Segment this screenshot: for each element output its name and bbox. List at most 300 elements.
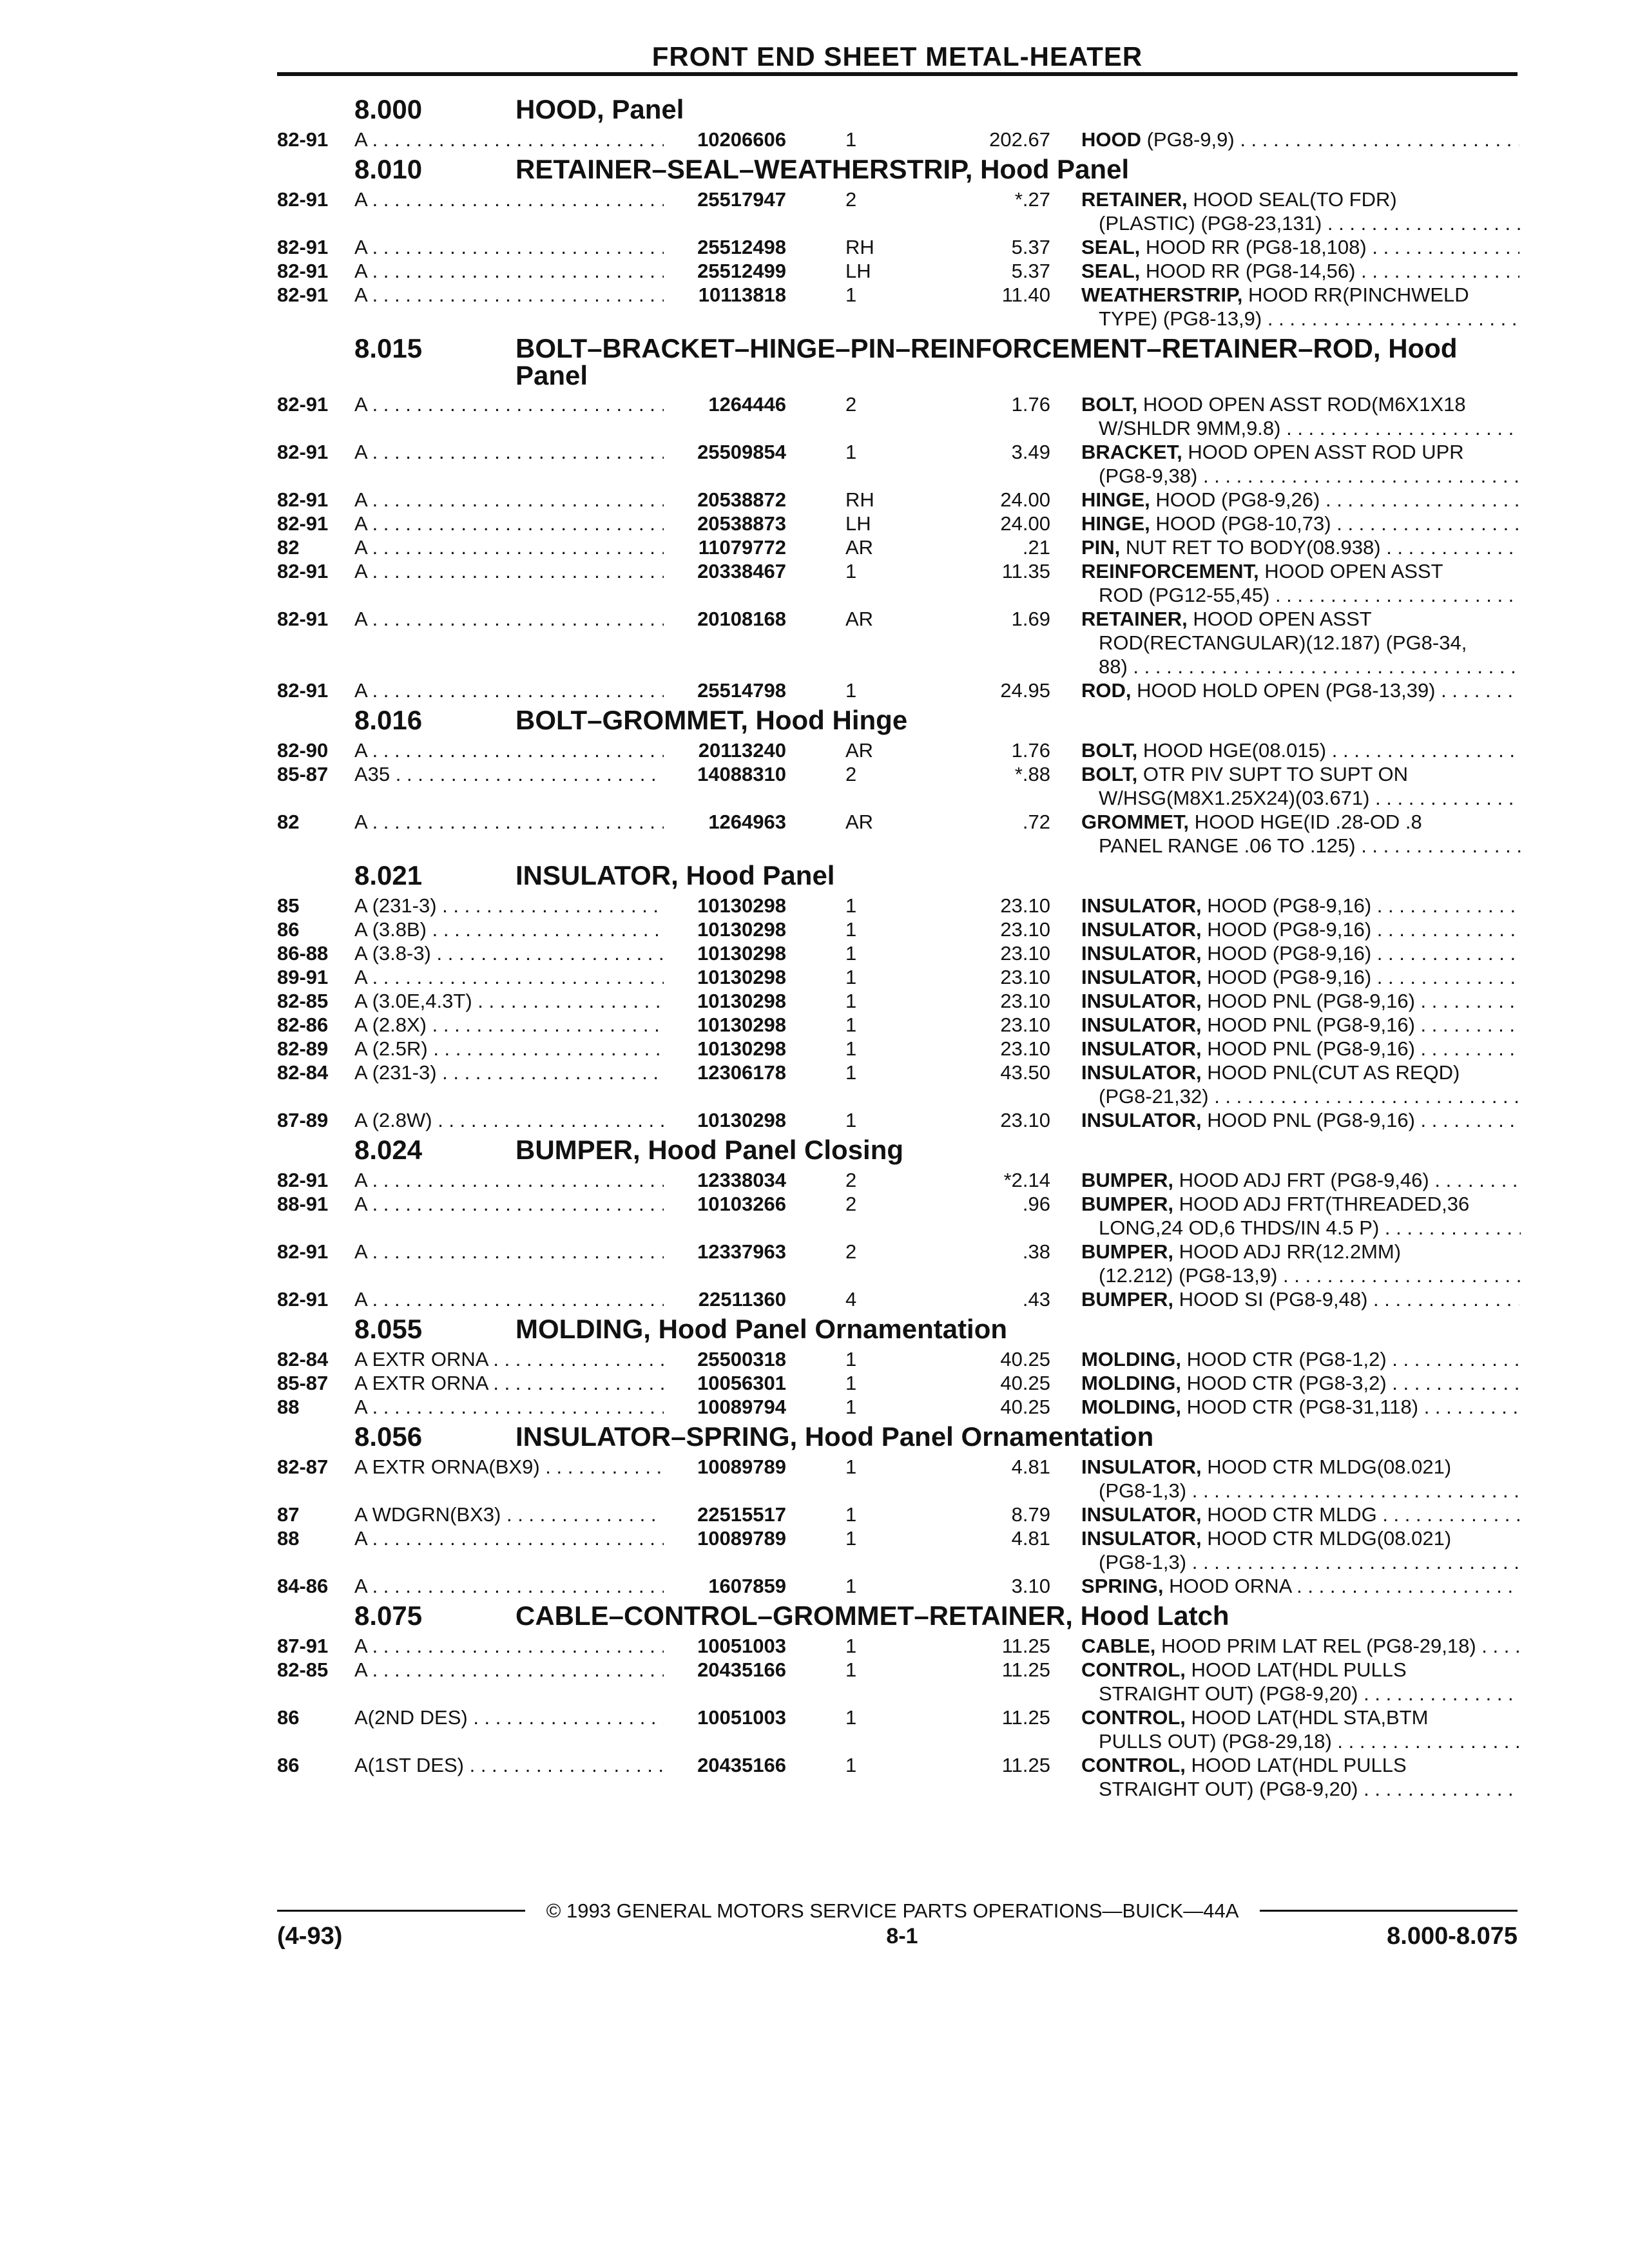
part-name: BUMPER, [1081,1169,1173,1191]
application-code: A (2.5R) . . . [354,1037,664,1061]
part-description [1081,512,1519,535]
list-price: 1.76 [1011,739,1050,762]
parts-row [277,1108,1518,1132]
list-price: 23.10 [1000,894,1050,917]
parts-row-continuation [277,1216,1518,1240]
part-name: SPRING, [1081,1575,1164,1597]
part-description [1081,762,1519,786]
model-years: 82-91 [277,441,329,463]
part-name: INSULATOR, [1081,1456,1202,1478]
part-description [1081,1347,1519,1371]
part-name: SEAL, [1081,236,1141,258]
parts-row [277,235,1518,259]
part-number: 10130298 [697,942,786,965]
list-price: 11.40 [1001,284,1050,306]
part-detail: HOOD SEAL(TO FDR) [1187,188,1397,211]
list-price: .43 [1022,1288,1050,1311]
part-detail: HOOD ADJ RR(12.2MM) [1173,1240,1402,1263]
list-price: 11.25 [1001,1635,1050,1657]
part-detail: HOOD RR (PG8-18,108) [1140,236,1367,258]
section-heading [277,151,1518,187]
description-continuation: ROD (PG12-55,45) . . . [1099,583,1521,607]
application-code: A . . . [354,187,664,211]
parts-row [277,392,1518,416]
part-detail: (PG8-9,9) [1141,128,1235,151]
model-years: 82-91 [277,1169,329,1191]
quantity: 4 [845,1288,857,1311]
description-continuation: STRAIGHT OUT) (PG8-9,20) . . . [1099,1682,1521,1706]
quantity: RH [845,236,874,258]
part-detail: HOOD (PG8-10,73) [1150,512,1331,535]
section-title: BUMPER, Hood Panel Closing [516,1135,904,1165]
list-price: .21 [1022,536,1050,559]
part-number: 10130298 [697,966,786,988]
parts-list [277,91,1518,1801]
parts-row [277,738,1518,762]
part-detail: NUT RET TO BODY(08.938) [1120,536,1381,559]
part-number: 10089789 [697,1456,786,1478]
footer-date: (4-93) [277,1923,343,1950]
model-years: 82-91 [277,128,329,151]
part-detail: HOOD CTR (PG8-1,2) [1181,1348,1387,1370]
quantity: 2 [845,1169,857,1191]
section-number: 8.055 [354,1314,423,1344]
list-price: 1.69 [1011,608,1050,630]
part-name: CONTROL, [1081,1754,1186,1776]
part-number: 20113240 [698,739,786,762]
parts-row-continuation [277,1550,1518,1574]
part-number: 25514798 [697,679,786,702]
part-detail: HOOD PNL (PG8-9,16) [1201,990,1415,1012]
part-description [1081,1574,1519,1598]
part-number: 12306178 [697,1061,786,1084]
quantity: 1 [845,1706,857,1729]
model-years: 82-91 [277,260,329,282]
quantity: 1 [845,1635,857,1657]
part-number: 10130298 [697,990,786,1012]
part-detail: HOOD CTR MLDG(08.021) [1201,1527,1452,1550]
quantity: 1 [845,966,857,988]
part-name: INSULATOR, [1081,894,1202,917]
description-continuation: (PG8-9,38) . . . [1099,464,1521,488]
parts-row-continuation [277,211,1518,235]
model-years: 82-90 [277,739,329,762]
part-name: INSULATOR, [1081,1061,1202,1084]
part-name: RETAINER, [1081,188,1188,211]
part-number: 10113818 [698,284,786,306]
list-price: 4.81 [1011,1456,1050,1478]
part-detail: HOOD ORNA [1163,1575,1291,1597]
part-description [1081,918,1519,941]
application-code: A . . . [354,1287,664,1311]
parts-row [277,559,1518,583]
part-number: 12337963 [697,1240,786,1263]
list-price: 23.10 [1000,918,1050,941]
footer-page-number: 8-1 [886,1924,918,1948]
description-continuation: W/HSG(M8X1.25X24)(03.671) . . . [1099,786,1521,810]
parts-row [277,512,1518,535]
model-years: 88-91 [277,1193,329,1215]
section-number: 8.075 [354,1600,423,1631]
part-number: 25500318 [697,1348,786,1370]
application-code: A . . . [354,259,664,283]
part-number: 22511360 [698,1288,786,1311]
part-number: 10051003 [697,1635,786,1657]
application-code: A . . . [354,512,664,535]
part-description [1081,607,1519,631]
application-code: A . . . [354,738,664,762]
quantity: 1 [845,990,857,1012]
part-detail: HOOD CTR MLDG(08.021) [1201,1456,1452,1478]
part-name: BUMPER, [1081,1288,1173,1311]
parts-row [277,1168,1518,1192]
model-years: 85-87 [277,763,329,785]
part-name: BOLT, [1081,739,1138,762]
part-number: 20435166 [697,1754,786,1776]
list-price: 23.10 [1000,1109,1050,1131]
list-price: .96 [1022,1193,1050,1215]
part-name: HINGE, [1081,488,1150,511]
list-price: 40.25 [1000,1372,1050,1394]
parts-row [277,1240,1518,1264]
model-years: 82-84 [277,1348,329,1370]
quantity: 1 [845,894,857,917]
list-price: 23.10 [1000,1037,1050,1060]
description-continuation: TYPE) (PG8-13,9) . . . [1099,307,1521,331]
list-price: 3.10 [1011,1575,1050,1597]
list-price: 23.10 [1000,990,1050,1012]
parts-row-continuation [277,655,1518,678]
quantity: AR [845,811,874,833]
quantity: 1 [845,1456,857,1478]
application-code: A(2ND DES) . . . [354,1706,664,1729]
parts-row [277,894,1518,918]
part-number: 11079772 [698,536,786,559]
application-code: A . . . [354,235,664,259]
model-years: 82-91 [277,1240,329,1263]
parts-row [277,1013,1518,1037]
part-number: 10130298 [697,1037,786,1060]
part-number: 1607859 [708,1575,786,1597]
application-code: A EXTR ORNA(BX9) . . . [354,1455,664,1479]
part-name: INSULATOR, [1081,990,1202,1012]
part-detail: HOOD OPEN ASST [1187,608,1372,630]
section-heading [277,1598,1518,1634]
part-description [1081,488,1519,512]
part-name: CABLE, [1081,1635,1156,1657]
application-code: A . . . [354,965,664,989]
part-number: 12338034 [697,1169,786,1191]
part-detail: HOOD OPEN ASST ROD(M6X1X18 [1137,393,1466,416]
model-years: 82 [277,536,300,559]
quantity: 1 [845,560,857,582]
list-price: 1.76 [1011,393,1050,416]
part-number: 20108168 [697,608,786,630]
part-number: 10089789 [697,1527,786,1550]
application-code: A . . . [354,1168,664,1192]
application-code: A . . . [354,1574,664,1598]
page-title: FRONT END SHEET METAL-HEATER [651,41,1143,72]
part-number: 25512498 [697,236,786,258]
part-number: 10056301 [697,1372,786,1394]
part-detail: HOOD HGE(ID .28-OD .8 [1189,811,1422,833]
quantity: 1 [845,918,857,941]
part-number: 25512499 [697,260,786,282]
parts-row [277,678,1518,702]
model-years: 82-86 [277,1014,329,1036]
parts-row [277,918,1518,941]
footer-rule-left [277,1910,525,1912]
list-price: 3.49 [1011,441,1050,463]
description-continuation: (PG8-21,32) . . . [1099,1084,1521,1108]
section-number: 8.021 [354,860,423,890]
part-description [1081,535,1519,559]
parts-row [277,762,1518,786]
quantity: 1 [845,1396,857,1418]
parts-row [277,535,1518,559]
list-price: 23.10 [1000,966,1050,988]
parts-row [277,440,1518,464]
application-code: A . . . [354,128,664,151]
parts-row [277,259,1518,283]
section-number: 8.015 [354,333,423,363]
parts-row-continuation [277,1479,1518,1503]
list-price: 11.35 [1001,560,1050,582]
model-years: 82-91 [277,512,329,535]
part-description [1081,1658,1519,1682]
application-code: A (2.8W) . . . [354,1108,664,1132]
part-number: 10130298 [697,918,786,941]
part-number: 14088310 [697,763,786,785]
list-price: 43.50 [1000,1061,1050,1084]
parts-row [277,1037,1518,1061]
application-code: A . . . [354,1192,664,1216]
section-title: RETAINER–SEAL–WEATHERSTRIP, Hood Panel [516,154,1130,184]
part-description [1081,187,1519,211]
parts-row [277,941,1518,965]
quantity: 1 [845,1037,857,1060]
application-code: A . . . [354,488,664,512]
model-years: 85-87 [277,1372,329,1394]
part-detail: OTR PIV SUPT TO SUPT ON [1137,763,1408,785]
section-number: 8.000 [354,94,423,124]
quantity: 2 [845,763,857,785]
quantity: 1 [845,1503,857,1526]
part-number: 25509854 [697,441,786,463]
part-name: SEAL, [1081,260,1141,282]
part-name: MOLDING, [1081,1372,1181,1394]
footer-range: 8.000-8.075 [1387,1923,1518,1950]
section-number: 8.016 [354,705,423,735]
parts-row-continuation [277,1777,1518,1801]
application-code: A . . . [354,607,664,631]
part-description [1081,894,1519,918]
parts-row [277,965,1518,989]
part-description [1081,1455,1519,1479]
parts-row [277,1371,1518,1395]
quantity: 1 [845,1754,857,1776]
quantity: 1 [845,1061,857,1084]
parts-row [277,1526,1518,1550]
list-price: 11.25 [1001,1658,1050,1681]
part-description [1081,1503,1519,1526]
description-continuation: ROD(RECTANGULAR)(12.187) (PG8-34, [1099,631,1467,654]
quantity: AR [845,739,874,762]
part-description [1081,559,1519,583]
part-detail: HOOD ADJ FRT (PG8-9,46) [1173,1169,1429,1191]
application-code: A (3.8B) . . . [354,918,664,941]
part-name: BRACKET, [1081,441,1182,463]
part-name: BUMPER, [1081,1193,1173,1215]
application-code: A (231-3) . . . [354,1061,664,1084]
quantity: 1 [845,1575,857,1597]
parts-row [277,810,1518,834]
part-number: 1264963 [708,811,786,833]
section-heading [277,858,1518,894]
parts-row-continuation [277,631,1518,655]
quantity: 1 [845,679,857,702]
application-code: A EXTR ORNA . . . [354,1347,664,1371]
model-years: 82-91 [277,679,329,702]
part-name: INSULATOR, [1081,1527,1202,1550]
model-years: 87 [277,1503,300,1526]
model-years: 82-91 [277,1288,329,1311]
section-number: 8.010 [354,154,423,184]
section-title: BOLT–BRACKET–HINGE–PIN–REINFORCEMENT–RETAINER–ROD, Hood Panel [516,333,1458,390]
application-code: A . . . [354,1395,664,1419]
section-title: INSULATOR–SPRING, Hood Panel Ornamentation [516,1421,1154,1452]
model-years: 88 [277,1396,300,1418]
part-detail: HOOD CTR MLDG [1201,1503,1377,1526]
parts-row [277,607,1518,631]
part-number: 20538872 [697,488,786,511]
section-title: BOLT–GROMMET, Hood Hinge [516,705,908,735]
list-price: 24.00 [1000,488,1050,511]
model-years: 82-91 [277,608,329,630]
part-description [1081,1168,1519,1192]
part-description [1081,283,1519,307]
part-name: INSULATOR, [1081,1037,1202,1060]
application-code: A (231-3) . . . [354,894,664,918]
model-years: 86 [277,1706,300,1729]
section-title: CABLE–CONTROL–GROMMET–RETAINER, Hood Latch [516,1600,1229,1631]
part-name: INSULATOR, [1081,966,1202,988]
part-name: MOLDING, [1081,1396,1181,1418]
description-continuation: 88) . . . [1099,655,1521,678]
parts-row [277,187,1518,211]
parts-row [277,1503,1518,1526]
part-detail: HOOD HGE(08.015) [1137,739,1327,762]
part-number: 20538873 [697,512,786,535]
model-years: 87-89 [277,1109,329,1131]
part-name: BUMPER, [1081,1240,1173,1263]
part-name: HOOD [1081,128,1141,151]
part-description [1081,1013,1519,1037]
part-detail: HOOD (PG8-9,16) [1201,942,1372,965]
model-years: 82-91 [277,560,329,582]
parts-row-continuation [277,1682,1518,1706]
quantity: 1 [845,1109,857,1131]
application-code: A . . . [354,283,664,307]
part-detail: HOOD ADJ FRT(THREADED,36 [1173,1193,1470,1215]
part-detail: HOOD (PG8-9,16) [1201,894,1372,917]
part-name: INSULATOR, [1081,942,1202,965]
part-number: 1264446 [708,393,786,416]
parts-row-continuation [277,416,1518,440]
part-number: 10051003 [697,1706,786,1729]
list-price: 24.95 [1000,679,1050,702]
part-description [1081,738,1519,762]
section-number: 8.056 [354,1421,423,1452]
part-name: INSULATOR, [1081,1503,1202,1526]
parts-row-continuation [277,583,1518,607]
model-years: 85 [277,894,300,917]
quantity: 1 [845,284,857,306]
description-continuation: W/SHLDR 9MM,9.8) . . . [1099,416,1521,440]
part-name: RETAINER, [1081,608,1188,630]
part-name: PIN, [1081,536,1121,559]
model-years: 82-91 [277,393,329,416]
part-detail: HOOD SI (PG8-9,48) [1173,1288,1368,1311]
list-price: 23.10 [1000,1014,1050,1036]
model-years: 82-87 [277,1456,329,1478]
list-price: *.27 [1014,188,1050,211]
description-continuation: (PG8-1,3) . . . [1099,1479,1521,1503]
part-detail: HOOD (PG8-9,16) [1201,966,1372,988]
parts-row-continuation [277,1084,1518,1108]
list-price: .38 [1022,1240,1050,1263]
part-detail: HOOD PNL (PG8-9,16) [1201,1037,1415,1060]
model-years: 82-91 [277,188,329,211]
parts-row [277,1061,1518,1084]
quantity: 1 [845,942,857,965]
part-detail: HOOD RR(PINCHWELD [1242,284,1469,306]
part-detail: HOOD OPEN ASST [1258,560,1443,582]
quantity: 1 [845,1348,857,1370]
quantity: 2 [845,1240,857,1263]
description-continuation: LONG,24 OD,6 THDS/IN 4.5 P) . . . [1099,1216,1521,1240]
description-continuation: (PG8-1,3) . . . [1099,1550,1521,1574]
part-number: 20435166 [697,1658,786,1681]
part-name: INSULATOR, [1081,918,1202,941]
application-code: A . . . [354,1658,664,1682]
part-description [1081,1108,1519,1132]
model-years: 82-85 [277,1658,329,1681]
section-title: INSULATOR, Hood Panel [516,860,835,890]
list-price: 202.67 [989,128,1050,151]
list-price: 5.37 [1011,236,1050,258]
model-years: 82-91 [277,488,329,511]
part-number: 10130298 [697,1109,786,1131]
parts-row [277,128,1518,151]
part-name: BOLT, [1081,763,1138,785]
parts-row [277,1658,1518,1682]
list-price: 11.25 [1001,1706,1050,1729]
application-code: A . . . [354,559,664,583]
application-code: A . . . [354,440,664,464]
quantity: AR [845,536,874,559]
section-heading [277,1311,1518,1347]
quantity: 1 [845,128,857,151]
parts-row [277,1347,1518,1371]
part-detail: HOOD (PG8-9,26) [1150,488,1320,511]
application-code: A (3.8-3) . . . [354,941,664,965]
part-number: 25517947 [697,188,786,211]
part-description [1081,440,1519,464]
part-detail: HOOD LAT(HDL PULLS [1185,1658,1407,1681]
part-description [1081,1395,1519,1419]
quantity: 1 [845,1372,857,1394]
